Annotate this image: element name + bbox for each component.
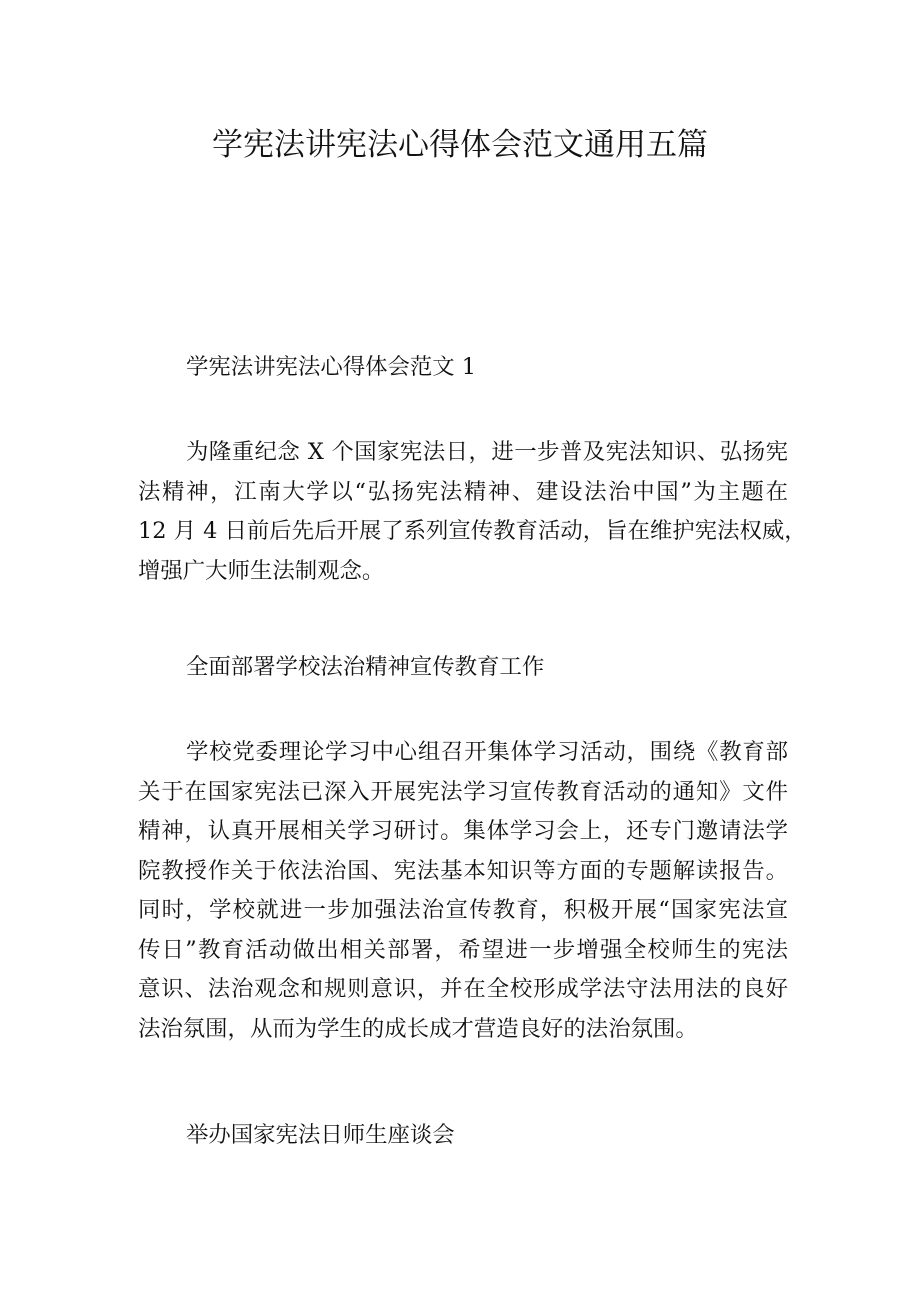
paragraph-2-line: 意识、法治观念和规则意识，并在全校形成学法守法用法的良好 (138, 976, 788, 1002)
subheading-2: 举办国家宪法日师生座谈会 (186, 1122, 455, 1148)
paragraph-2-line: 同时，学校就进一步加强法治宣传教育，积极开展“国家宪法宣 (138, 897, 788, 923)
paragraph-2-line: 精神，认真开展相关学习研讨。集体学习会上，还专门邀请法学 (138, 818, 788, 844)
paragraph-2-line: 法治氛围，从而为学生的成长成才营造良好的法治氛围。 (138, 1015, 698, 1042)
section-heading-1: 学宪法讲宪法心得体会范文 1 (186, 354, 477, 380)
paragraph-1 (138, 433, 807, 591)
paragraph-1-line: 增强广大师生法制观念。 (138, 557, 385, 584)
paragraph-2-line: 院教授作关于依法治国、宪法基本知识等方面的专题解读报告。 (138, 857, 788, 884)
document-title: 学宪法讲宪法心得体会范文通用五篇 (212, 127, 708, 163)
paragraph-2-line: 学校党委理论学习中心组召开集体学习活动，围绕《教育部 (186, 739, 788, 765)
paragraph-1-line: 12 月 4 日前后先后开展了系列宣传教育活动，旨在维护宪法权威， (138, 518, 807, 544)
paragraph-2-line: 关于在国家宪法已深入开展宪法学习宣传教育活动的通知》文件 (138, 778, 788, 805)
paragraph-1-line: 法精神，江南大学以“弘扬宪法精神、建设法治中国”为主题在 (138, 478, 788, 505)
paragraph-2 (138, 733, 788, 1049)
paragraph-1-line: 为隆重纪念 X 个国家宪法日，进一步普及宪法知识、弘扬宪 (186, 439, 788, 465)
paragraph-2-line: 传日”教育活动做出相关部署，希望进一步增强全校师生的宪法 (138, 936, 788, 963)
subheading-1: 全面部署学校法治精神宣传教育工作 (186, 654, 545, 680)
